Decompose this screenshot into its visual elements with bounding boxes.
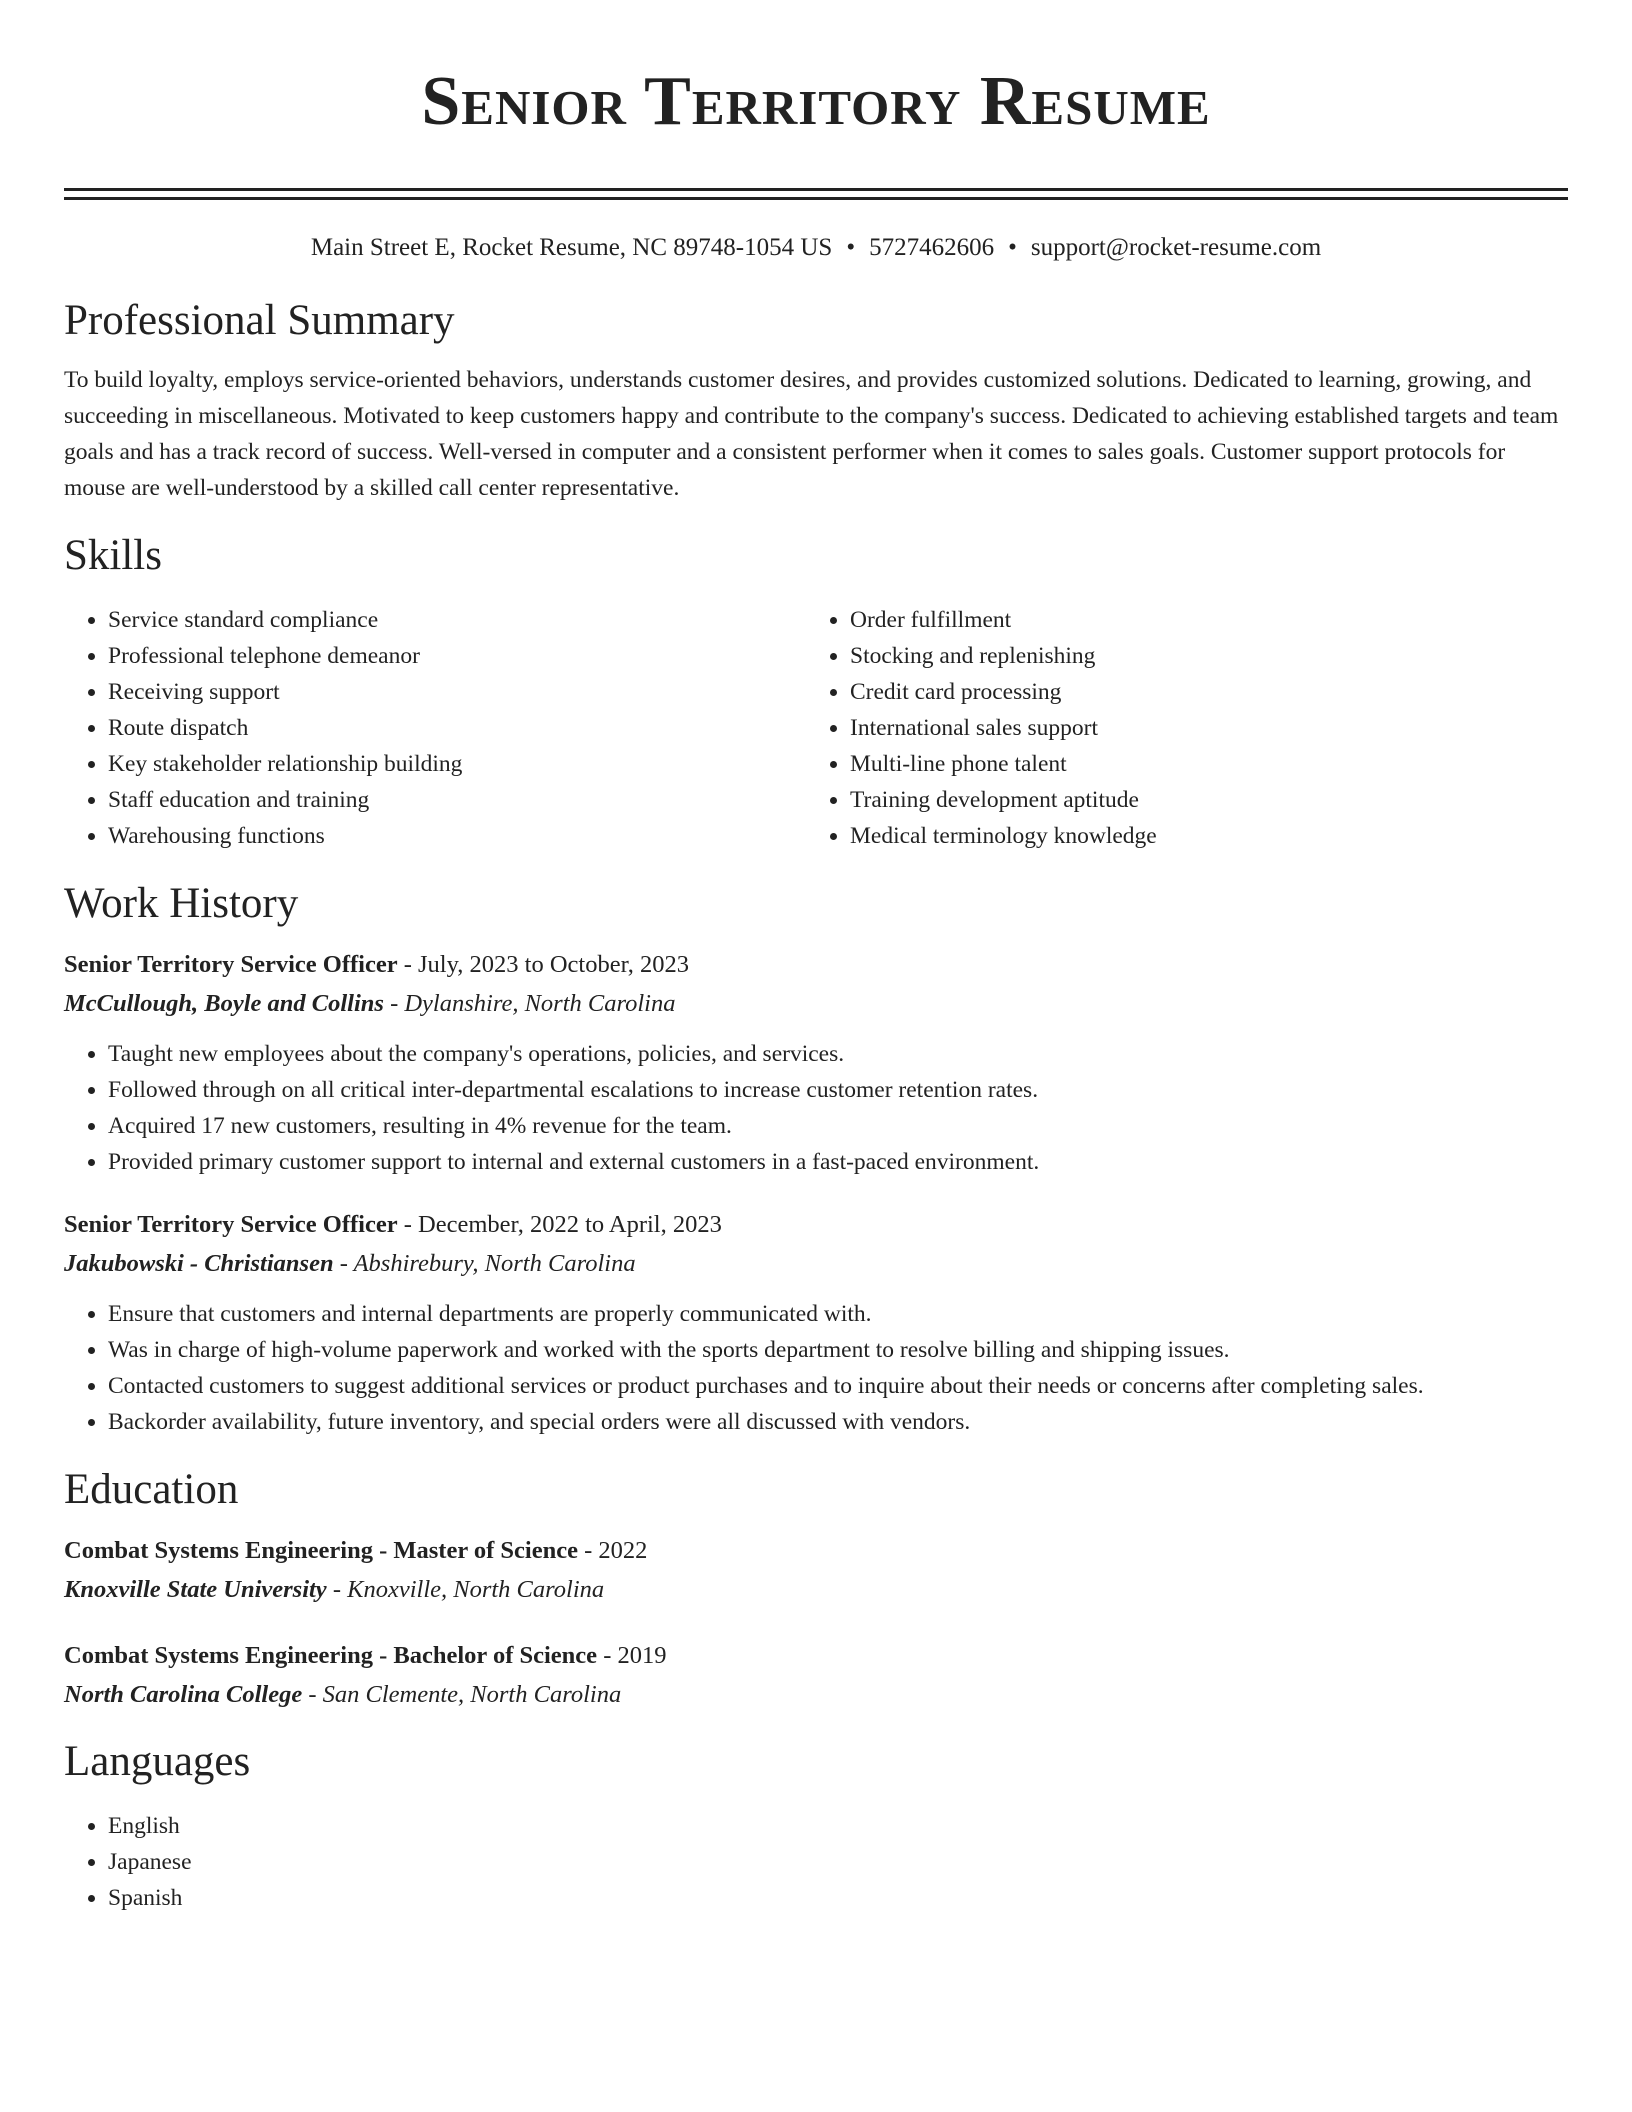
job-title: Senior Territory Service Officer [64, 951, 398, 978]
skill-item: • Service standard compliance [108, 602, 806, 638]
job-bullet: • Ensure that customers and internal departments are properly communicated with. [108, 1296, 1568, 1332]
skill-item: • International sales support [850, 710, 1548, 746]
school-line: Knoxville State University - Knoxville, North Carolina [64, 1576, 605, 1603]
education-entry [64, 1639, 1568, 1712]
skill-item: • Medical terminology knowledge [850, 818, 1548, 854]
job-bullets [64, 1036, 1568, 1180]
skill-item: • Staff education and training [108, 782, 806, 818]
skill-item: • Warehousing functions [108, 818, 806, 854]
contact-phone: 5727462606 [869, 234, 995, 261]
contact-separator: • [1008, 234, 1017, 261]
job-company: Jakubowski - Christiansen [64, 1250, 334, 1277]
title-divider-bottom [64, 197, 1568, 200]
job-dates: December, 2022 to April, 2023 [418, 1211, 722, 1238]
languages-heading: Languages [64, 1738, 251, 1785]
job-bullet: • Acquired 17 new customers, resulting in 4% revenue for the team. [108, 1108, 1568, 1144]
degree: Combat Systems Engineering - Master of Science [64, 1537, 578, 1564]
education-heading: Education [64, 1466, 239, 1513]
skill-item: • Stocking and replenishing [850, 638, 1548, 674]
job-bullets [64, 1296, 1568, 1440]
job-bullet: • Taught new employees about the company's operations, policies, and services. [108, 1036, 1568, 1072]
skill-item: • Multi-line phone talent [850, 746, 1548, 782]
school-line: North Carolina College - San Clemente, North Carolina [64, 1681, 622, 1708]
contact-line [64, 231, 1568, 265]
job-company-line: McCullough, Boyle and Collins - Dylanshire, North Carolina [64, 990, 676, 1017]
skill-item: • Key stakeholder relationship building [108, 746, 806, 782]
contact-separator: • [846, 234, 856, 261]
job-entry [64, 1208, 1568, 1440]
skill-item: • Training development aptitude [850, 782, 1548, 818]
graduation-year: 2022 [598, 1537, 648, 1564]
degree-line: Combat Systems Engineering - Bachelor of Science - 2019 [64, 1642, 667, 1669]
skill-item: • Receiving support [108, 674, 806, 710]
contact-address: Main Street E, Rocket Resume, NC 89748-1054 US [310, 234, 833, 261]
job-dates: July, 2023 to October, 2023 [418, 951, 689, 978]
language-item: • English [108, 1808, 1568, 1844]
job-location: Dylanshire, North Carolina [404, 990, 676, 1017]
language-item: • Japanese [108, 1844, 1568, 1880]
job-company: McCullough, Boyle and Collins [64, 990, 384, 1017]
contact-email: support@rocket-resume.com [1030, 234, 1322, 261]
skill-item: • Professional telephone demeanor [108, 638, 806, 674]
job-bullet: • Followed through on all critical inter-departmental escalations to increase customer retention rates. [108, 1072, 1568, 1108]
languages-list [64, 1808, 1568, 1916]
job-bullet: • Contacted customers to suggest additional services or product purchases and to inquire about their needs or concerns after completing sales. [108, 1368, 1568, 1404]
school-location: San Clemente, North Carolina [322, 1681, 622, 1708]
resume-page [64, 0, 1568, 1916]
skills-heading: Skills [64, 532, 162, 579]
job-title-line: Senior Territory Service Officer - July, 2023 to October, 2023 [64, 951, 689, 978]
summary-text: To build loyalty, employs service-oriented behaviors, understands customer desires, and provides customized solutions. Dedicated to learning, growing, and succeeding in miscellaneous. Motivated to keep customers happy and contribute to the company's success. Dedicated to achieving established targets and team goals and has a track record of success. Well-versed in computer and a consistent performer when it comes to sales goals. Customer support protocols for mouse are well-understood by a skilled call center representative. [64, 367, 1559, 501]
job-entry [64, 948, 1568, 1180]
school-location: Knoxville, North Carolina [347, 1576, 605, 1603]
job-bullet: • Provided primary customer support to internal and external customers in a fast-paced environment. [108, 1144, 1568, 1180]
school: Knoxville State University [64, 1576, 327, 1603]
skill-item: • Credit card processing [850, 674, 1548, 710]
job-company-line: Jakubowski - Christiansen - Abshirebury, North Carolina [64, 1250, 636, 1277]
skill-item: • Order fulfillment [850, 602, 1548, 638]
job-location: Abshirebury, North Carolina [353, 1250, 636, 1277]
resume-title: Senior Territory Resume [421, 63, 1211, 140]
job-bullet: • Was in charge of high-volume paperwork and worked with the sports department to resolve billing and shipping issues. [108, 1332, 1568, 1368]
job-title: Senior Territory Service Officer [64, 1211, 398, 1238]
skills-column-left [64, 602, 806, 854]
job-bullet: • Backorder availability, future inventory, and special orders were all discussed with vendors. [108, 1404, 1568, 1440]
degree-line: Combat Systems Engineering - Master of Science - 2022 [64, 1537, 648, 1564]
education-entry [64, 1534, 1568, 1607]
job-title-line: Senior Territory Service Officer - December, 2022 to April, 2023 [64, 1211, 722, 1238]
graduation-year: 2019 [617, 1642, 667, 1669]
school: North Carolina College [64, 1681, 303, 1708]
degree: Combat Systems Engineering - Bachelor of Science [64, 1642, 598, 1669]
skill-item: • Route dispatch [108, 710, 806, 746]
skills-list [64, 602, 1568, 854]
summary-heading: Professional Summary [64, 297, 455, 344]
title-divider-top [64, 188, 1568, 191]
language-item: • Spanish [108, 1880, 1568, 1916]
skills-column-right [806, 602, 1548, 854]
work-history-heading: Work History [64, 880, 299, 927]
